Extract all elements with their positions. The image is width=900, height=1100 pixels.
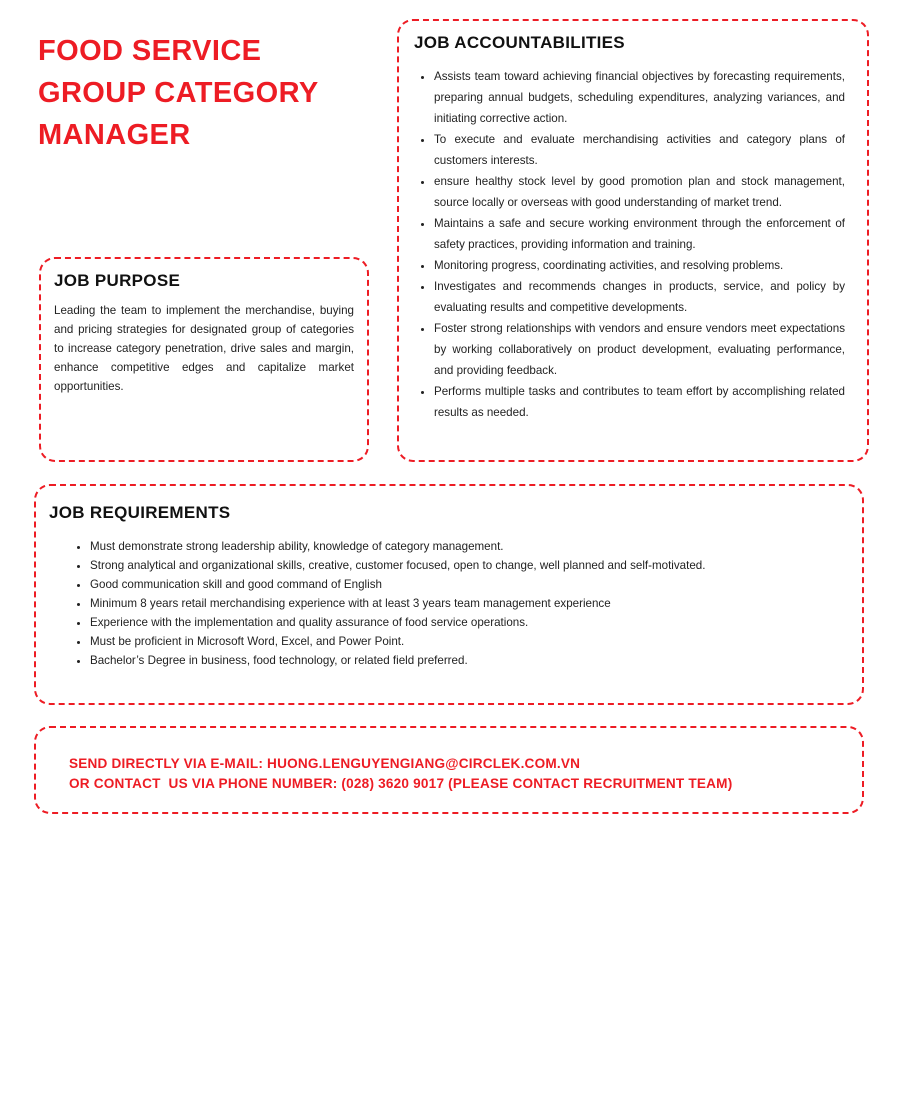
requirement-item: • Must be proficient in Microsoft Word, Excel, and Power Point. [90,632,780,651]
accountability-item: • Maintains a safe and secure working environment through the enforcement of safety practices, providing information and training. [434,213,845,255]
job-title-line-1: FOOD SERVICE [38,35,262,67]
job-accountabilities-list [414,66,845,423]
requirement-item: • Strong analytical and organizational skills, creative, customer focused, open to change, well planned and self-motivated. [90,556,780,575]
job-title-line-3: MANAGER [38,119,191,151]
accountability-item: • Performs multiple tasks and contributes to team effort by accomplishing related results as needed. [434,381,845,423]
job-requirements-section [34,484,864,705]
job-requirements-heading: JOB REQUIREMENTS [49,503,231,522]
requirement-item: • Must demonstrate strong leadership ability, knowledge of category management. [90,537,780,556]
requirement-item: • Experience with the implementation and quality assurance of food service operations. [90,613,780,632]
accountability-item: • Foster strong relationships with vendors and ensure vendors meet expectations by working collaboratively on product development, evaluating performance, and providing feedback. [434,318,845,381]
accountability-item: • To execute and evaluate merchandising activities and category plans of customers interests. [434,129,845,171]
job-purpose-section [39,257,369,462]
job-accountabilities-section [397,19,869,462]
job-purpose-text: Leading the team to implement the merchandise, buying and pricing strategies for designated group of categories to increase category penetration, drive sales and margin, enhance competitive edges and capitalize market opportunities. [54,304,354,393]
job-requirements-list [49,537,780,670]
requirement-item: • Good communication skill and good command of English [90,575,780,594]
contact-section [34,726,864,814]
job-title [38,30,378,156]
accountability-item: • Assists team toward achieving financial objectives by forecasting requirements, preparing annual budgets, scheduling expenditures, analyzing variances, and initiating corrective action. [434,66,845,129]
requirement-item: • Bachelor’s Degree in business, food technology, or related field preferred. [90,651,780,670]
contact-email-line: SEND DIRECTLY VIA E-MAIL: HUONG.LENGUYENGIANG@CIRCLEK.COM.VN [69,756,581,771]
job-purpose-heading: JOB PURPOSE [54,271,181,290]
accountability-item: • ensure healthy stock level by good promotion plan and stock management, source locally or overseas with good understanding of market trend. [434,171,845,213]
accountability-item: • Investigates and recommends changes in products, service, and policy by evaluating results and competitive developments. [434,276,845,318]
job-accountabilities-heading: JOB ACCOUNTABILITIES [414,33,625,52]
contact-phone-line: OR CONTACT US VIA PHONE NUMBER: (028) 3620 9017 (PLEASE CONTACT RECRUITMENT TEAM) [69,776,733,791]
accountability-item: • Monitoring progress, coordinating activities, and resolving problems. [434,255,845,276]
job-title-line-2: GROUP CATEGORY [38,77,319,109]
requirement-item: • Minimum 8 years retail merchandising experience with at least 3 years team management experience [90,594,780,613]
